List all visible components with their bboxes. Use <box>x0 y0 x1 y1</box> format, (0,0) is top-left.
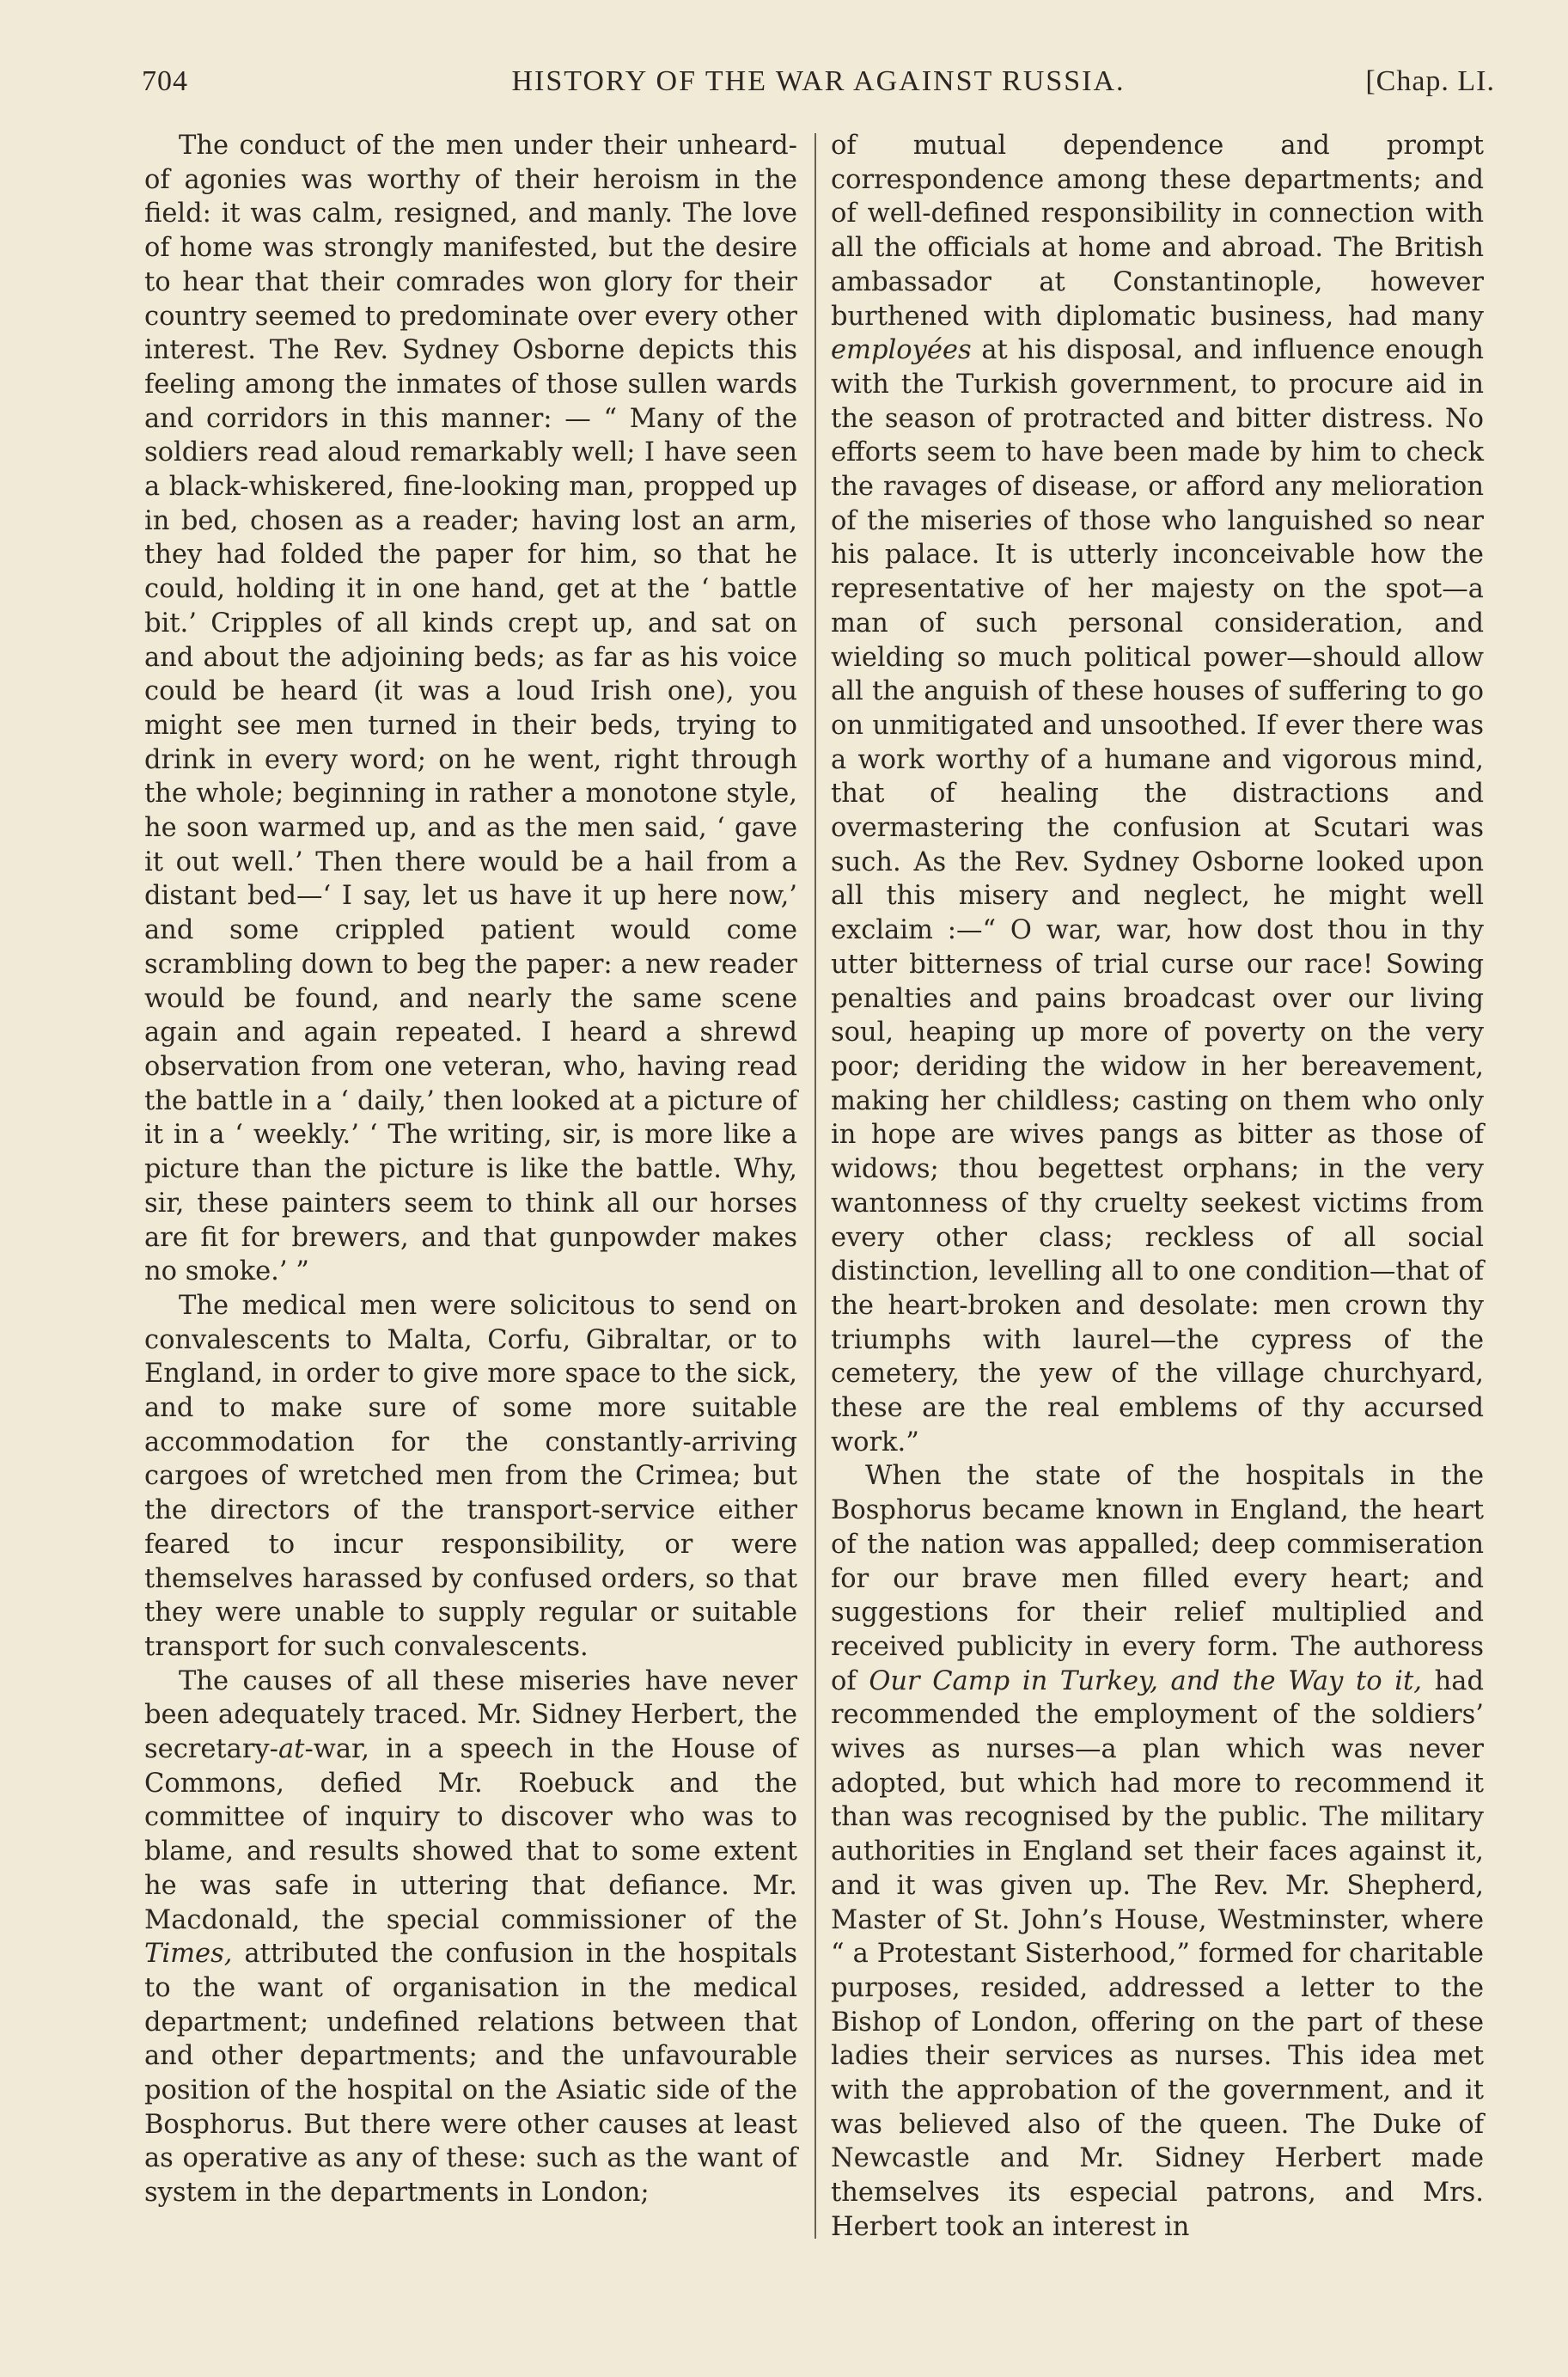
running-title: HISTORY OF THE WAR AGAINST RUSSIA. <box>511 65 1126 97</box>
right-column <box>831 129 1484 2245</box>
page-header <box>142 57 1495 108</box>
page-number: 704 <box>142 65 188 97</box>
paragraph: When the state of the hospitals in the Bosphorus became known in England, the heart of the nation was appalled; deep commiseration for our brave men filled every heart; and suggestions for their relief multiplied and received publicity in every form. The authoress of Our Camp in Turkey, and the Way to it, had recommended the employment of the soldiers’ wives as nurses—a plan which was never adopted, but which had more to recommend it than was recognised by the public. The military authorities in England set their faces against it, and it was given up. The Rev. Mr. Shepherd, Master of St. John’s House, Westminster, where “ a Protestant Sisterhood,” formed for charitable purposes, resided, addressed a letter to the Bishop of London, offering on the part of these ladies their services as nurses. This idea met with the approbation of the government, and it was believed also of the queen. The Duke of Newcastle and Mr. Sidney Herbert made themselves its especial patrons, and Mrs. Herbert took an interest in <box>831 1461 1484 2242</box>
paragraph: The medical men were solicitous to send on convalescents to Malta, Corfu, Gibraltar, or to England, in order to give more space to the sick, and to make sure of some more suitable accommodation for the constantly-arriving cargoes of wretched men from the Crimea; but the directors of the transport-service either feared to incur responsibility, or were themselves harassed by confused orders, so that they were unable to supply regular or suitable transport for such convalescents. <box>144 1290 797 1662</box>
left-column <box>144 129 797 2210</box>
paragraph: The causes of all these miseries have never been adequately traced. Mr. Sidney Herbert, the secretary-at-war, in a speech in the House of Commons, defied Mr. Roebuck and the committee of inquiry to discover who was to blame, and results showed that to some extent he was safe in uttering that defiance. Mr. Macdonald, the special commissioner of the Times, attributed the confusion in the hospitals to the want of organisation in the medical department; undefined relations between that and other departments; and the unfavourable position of the hospital on the Asiatic side of the Bosphorus. But there were other causes at least as operative as any of these: such as the want of system in the departments in London; <box>144 1665 797 2209</box>
paragraph: of mutual dependence and prompt correspondence among these departments; and of well-defined responsibility in connection with all the officials at home and abroad. The British ambassador at Constantinople, however burthened with diplomatic business, had many employées at his disposal, and influence enough with the Turkish government, to procure aid in the season of protracted and bitter distress. No efforts seem to have been made by him to check the ravages of disease, or afford any melioration of the miseries of those who languished so near his palace. It is utterly inconceivable how the representative of her majesty on the spot—a man of such personal consideration, and wielding so much political power—should allow all the anguish of these houses of suffering to go on unmitigated and unsoothed. If ever there was a work worthy of a humane and vigorous mind, that of healing the distractions and overmastering the confusion at Scutari was such. As the Rev. Sydney Osborne looked upon all this misery and neglect, he might well exclaim :—“ O war, war, how dost thou in thy utter bitterness of trial curse our race! Sowing penalties and pains broadcast over our living soul, heaping up more of poverty on the very poor; deriding the widow in her bereavement, making her childless; casting on them who only in hope are wives pangs as bitter as those of widows; thou begettest orphans; in the very wantonness of thy cruelty seekest victims from every other class; reckless of all social distinction, levelling all to one condition—that of the heart-broken and desolate: men crown thy triumphs with laurel—the cypress of the cemetery, the yew of the village churchyard, these are the real emblems of thy accursed work.” <box>831 131 1484 1457</box>
chapter-label: [Chap. LI. <box>1365 65 1495 97</box>
paragraph: The conduct of the men under their unheard-of agonies was worthy of their heroism in the field: it was calm, resigned, and manly. The love of home was strongly manifested, but the desire to hear that their comrades won glory for their country seemed to predominate over every other interest. The Rev. Sydney Osborne depicts this feeling among the inmates of those sullen wards and corridors in this manner: — “ Many of the soldiers read aloud remarkably well; I have seen a black-whiskered, fine-looking man, propped up in bed, chosen as a reader; having lost an arm, they had folded the paper for him, so that he could, holding it in one hand, get at the ‘ battle bit.’ Cripples of all kinds crept up, and sat on and about the adjoining beds; as far as his voice could be heard (it was a loud Irish one), you might see men turned in their beds, trying to drink in every word; on he went, right through the whole; beginning in rather a monotone style, he soon warmed up, and as the men said, ‘ gave it out well.’ Then there would be a hail from a distant bed—‘ I say, let us have it up here now,’ and some crippled patient would come scrambling down to beg the paper: a new reader would be found, and nearly the same scene again and again repeated. I heard a shrewd observation from one veteran, who, having read the battle in a ‘ daily,’ then looked at a picture of it in a ‘ weekly.’ ‘ The writing, sir, is more like a picture than the picture is like the battle. Why, sir, these painters seem to think all our horses are fit for brewers, and that gunpowder makes no smoke.’ ” <box>144 131 797 1287</box>
column-divider <box>815 133 816 2239</box>
